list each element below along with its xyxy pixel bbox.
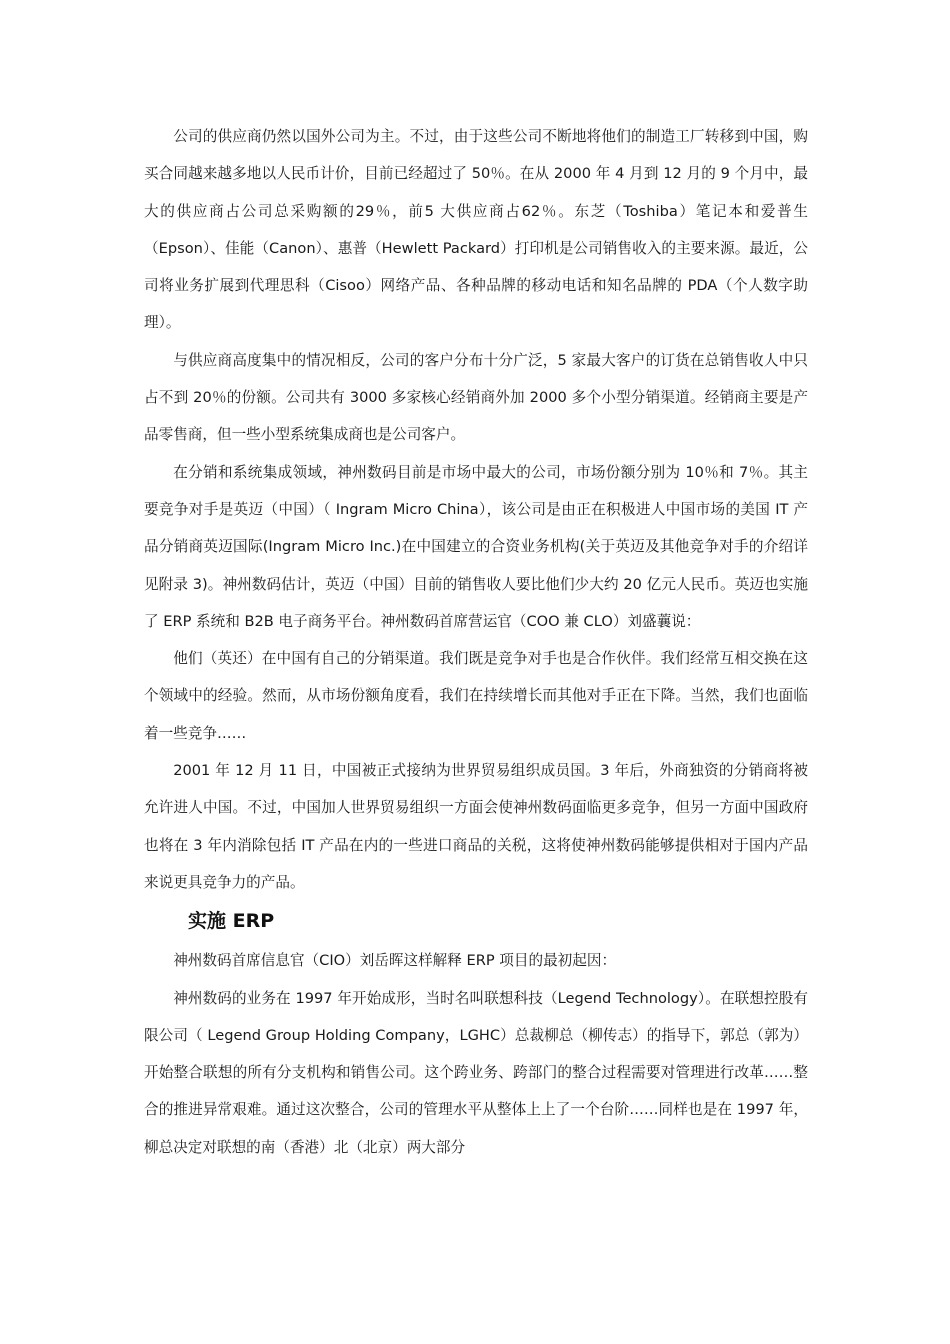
- paragraph-competition: 在分销和系统集成领域，神州数码目前是市场中最大的公司，市场份额分别为 10％和 7％。其主要竞争对手是英迈（中国）（ Ingram Micro China），该公司是由正在积极进人中国市场的美国 IT 产品分销商英迈国际(Ingram Micro Inc.)在中国建立的合资业务机构(关于英迈及其他竞争对手的介绍详见附录 3)。神州数码估计，英迈（中国）目前的销售收人要比他们少大约 20 亿元人民币。英迈也实施了 ERP 系统和 B2B 电子商务平台。神州数码首席营运官（COO 兼 CLO）刘盛蘘说：: [144, 463, 808, 630]
- paragraph-history: 神州数码的业务在 1997 年开始成形，当时名叫联想科技（Legend Technology）。在联想控股有限公司（ Legend Group Holding Company，LGHC）总裁柳总（柳传志）的指导下，郭总（郭为）开始整合联想的所有分支机构和销售公司。这个跨业务、跨部门的整合过程需要对管理进行改革……整合的推进异常艰难。通过这次整合，公司的管理水平从整体上上了一个台阶……同样也是在 1997 年，柳总决定对联想的南（香港）北（北京）两大部分: [144, 989, 808, 1156]
- paragraph-wto: 2001 年 12 月 11 日，中国被正式接纳为世界贸易组织成员国。3 年后，外商独资的分销商将被允许进人中国。不过，中国加人世界贸易组织一方面会使神州数码面临更多竞争，但另一方面中国政府也将在 3 年内消除包括 IT 产品在内的一些进口商品的关税，这将使神州数码能够提供相对于国内产品来说更具竞争力的产品。: [144, 762, 808, 891]
- paragraph-cio-intro: 神州数码首席信息官（CIO）刘岳晖这样解释 ERP 项目的最初起因：: [173, 952, 617, 970]
- paragraph-customers: 与供应商高度集中的情况相反，公司的客户分布十分广泛，5 家最大客户的订货在总销售收人中只占不到 20％的份额。公司共有 3000 多家核心经销商外加 2000 多个小型分销渠道。经销商主要是产品零售商，但一些小型系统集成商也是公司客户。: [144, 351, 808, 444]
- quote-coo: 他们（英还）在中国有自己的分销渠道。我们既是竞争对手也是合作伙伴。我们经常互相交换在这个领域中的经验。然而，从市场份额角度看，我们在持续增长而其他对手正在下降。当然，我们也面临着一些竞争……: [144, 650, 808, 742]
- heading-erp-label: ERP: [232, 910, 275, 933]
- paragraph-suppliers: 公司的供应商仍然以国外公司为主。不过，由于这些公司不断地将他们的制造工厂转移到中国，购买合同越来越多地以人民币计价，目前已经超过了 50％。在从 2000 年 4 月到 12 月的 9 个月中，最大的供应商占公司总采购额的29％，前5 大供应商占62％。东芝（Toshiba）笔记本和爱普生（Epson）、佳能（Canon）、惠普（Hewlett Packard）打印机是公司销售收入的主要来源。最近，公司将业务扩展到代理思科（Cisoo）网络产品、各种品牌的移动电话和知名品牌的 PDA（个人数字助理）。: [144, 128, 808, 332]
- heading-prefix: 实施: [188, 910, 227, 933]
- document-page: [144, 118, 808, 1166]
- section-heading-erp: [144, 903, 808, 939]
